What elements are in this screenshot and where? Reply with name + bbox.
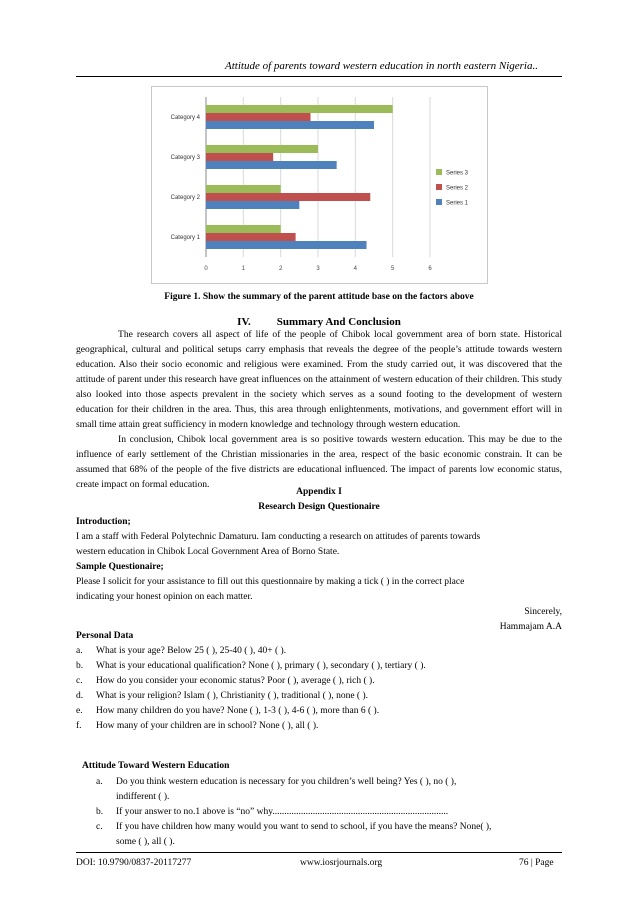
- item-text: How do you consider your economic status? Poor ( ), average ( ), rich ( ).: [96, 676, 375, 686]
- list-item: [96, 775, 562, 805]
- personal-data-block: [76, 629, 562, 734]
- legend-swatch: [436, 199, 442, 205]
- item-text: What is your religion? Islam ( ), Christianity ( ), traditional ( ), none ( ).: [96, 691, 368, 701]
- sample-heading: Sample Questionaire;: [76, 562, 164, 572]
- summary-paragraph: The research covers all aspect of life of the people of Chibok local government area of born state. Historical geographical, cultural and political setups carry emphasis that reveals the degree of the people’s attitude towards western education. Also their socio economic and religious were examined. From the study carried out, it was discovered that the attitude of parent under this research have great influences on the attainment of western education of their children. This study also looked into those aspects prevalent in the society which serves as a sound footing to the development of western education for their children in the area. Thus, this area through enlightenments, motivations, and government effort will in small time attain great sufficiency in modern knowledge and technology through western education.: [76, 329, 562, 430]
- bar: [206, 153, 273, 161]
- footer-page: 76 | Page: [519, 858, 554, 868]
- bar: [206, 193, 370, 201]
- item-label: c.: [96, 822, 103, 832]
- list-item: [96, 820, 562, 850]
- item-line: Do you think western education is necessary for you children’s well being? Yes ( ), no ( ),: [116, 777, 457, 787]
- signer-name: Hammajam A.A: [499, 622, 562, 632]
- bar: [206, 121, 374, 129]
- list-item: [76, 674, 562, 689]
- bar: [206, 161, 337, 169]
- introduction-heading: Introduction;: [76, 517, 131, 527]
- introduction-line: western education in Chibok Local Government Area of Borno State.: [76, 547, 340, 557]
- category-label: Category 4: [170, 115, 200, 121]
- bar: [206, 105, 393, 113]
- appendix-title: Appendix I: [296, 487, 342, 497]
- item-text: How many of your children are in school? None ( ), all ( ).: [96, 721, 319, 731]
- x-tick-label: 2: [278, 266, 283, 272]
- summary-body: [76, 327, 562, 492]
- x-tick-label: 5: [390, 266, 395, 272]
- x-tick-label: 4: [353, 266, 358, 272]
- item-text: What is your age? Below 25 ( ), 25-40 ( ), 40+ ( ).: [96, 646, 287, 656]
- item-line: some ( ), all ( ).: [116, 837, 175, 847]
- item-text: [116, 775, 456, 805]
- item-text: How many children do you have? None ( ), 1-3 ( ), 4-6 ( ), more than 6 ( ).: [96, 706, 380, 716]
- header-rule: [76, 76, 562, 77]
- list-item: [76, 659, 562, 674]
- section-number: IV.: [237, 316, 251, 328]
- item-text: If your answer to no.1 above is “no” why..........................................................................: [116, 807, 449, 817]
- legend-swatch: [436, 169, 442, 175]
- item-label: a.: [76, 646, 83, 656]
- list-item: [96, 805, 562, 820]
- item-label: b.: [96, 807, 104, 817]
- category-label: Category 2: [170, 195, 200, 201]
- appendix-subtitle: Research Design Questionaire: [258, 502, 380, 512]
- bar-chart: [152, 87, 487, 283]
- sign-off: Sincerely,: [524, 607, 562, 617]
- footer-doi: DOI: 10.9790/0837-20117277: [76, 858, 192, 868]
- bar: [206, 113, 311, 121]
- introduction-block: [76, 515, 562, 635]
- bar: [206, 241, 367, 249]
- bar: [206, 185, 281, 193]
- item-line: If you have children how many would you want to send to school, if you have the means? None( ),: [116, 822, 492, 832]
- item-label: b.: [76, 661, 84, 671]
- bar: [206, 233, 296, 241]
- x-tick-label: 6: [428, 266, 432, 272]
- personal-data-heading: Personal Data: [76, 631, 134, 641]
- item-label: c.: [76, 676, 83, 686]
- footer-website: www.iosrjournals.org: [300, 858, 383, 868]
- bar: [206, 225, 281, 233]
- list-item: [76, 704, 562, 719]
- legend-label: Series 1: [446, 200, 469, 207]
- footer-rule: [76, 852, 562, 853]
- introduction-line: I am a staff with Federal Polytechnic Damaturu. Iam conducting a research on attitudes of parents towards: [76, 532, 481, 542]
- list-item: [76, 644, 562, 659]
- legend-label: Series 2: [446, 185, 469, 192]
- item-line: indifferent ( ).: [116, 792, 170, 802]
- item-label: f.: [76, 721, 82, 731]
- running-header: Attitude of parents toward western education in north eastern Nigeria..: [225, 60, 538, 72]
- item-label: e.: [76, 706, 83, 716]
- figure-caption: Figure 1. Show the summary of the parent attitude base on the factors above: [164, 292, 474, 302]
- x-tick-label: 0: [204, 266, 208, 272]
- item-text: What is your educational qualification? None ( ), primary ( ), secondary ( ), tertiary ( ).: [96, 661, 426, 671]
- conclusion-paragraph: In conclusion, Chibok local government area is so positive towards western education. This may be due to the influence of early settlement of the Christian missionaries in the area, respect of the basic economic constrain. It can be assumed that 68% of the people of the five districts are educational influenced. The impact of parents low economic status, create impact on formal education.: [76, 434, 562, 490]
- list-item: [76, 719, 562, 734]
- list-item: [76, 689, 562, 704]
- sample-line: Please I solicit for your assistance to fill out this questionnaire by making a tick ( ) in the correct place: [76, 577, 465, 587]
- x-tick-label: 3: [316, 266, 320, 272]
- item-text: [116, 820, 491, 850]
- bar: [206, 201, 299, 209]
- attitude-heading: Attitude Toward Western Education: [82, 761, 230, 771]
- bar: [206, 145, 318, 153]
- sample-line: indicating your honest opinion on each matter.: [76, 592, 253, 602]
- item-label: d.: [76, 691, 84, 701]
- legend-label: Series 3: [446, 170, 469, 177]
- chart-figure: [151, 86, 488, 284]
- item-label: a.: [96, 777, 103, 787]
- section-title: Summary And Conclusion: [276, 316, 401, 328]
- category-label: Category 3: [170, 155, 200, 161]
- x-tick-label: 1: [241, 266, 246, 272]
- category-label: Category 1: [170, 235, 200, 241]
- attitude-list: [96, 775, 562, 850]
- legend-swatch: [436, 184, 442, 190]
